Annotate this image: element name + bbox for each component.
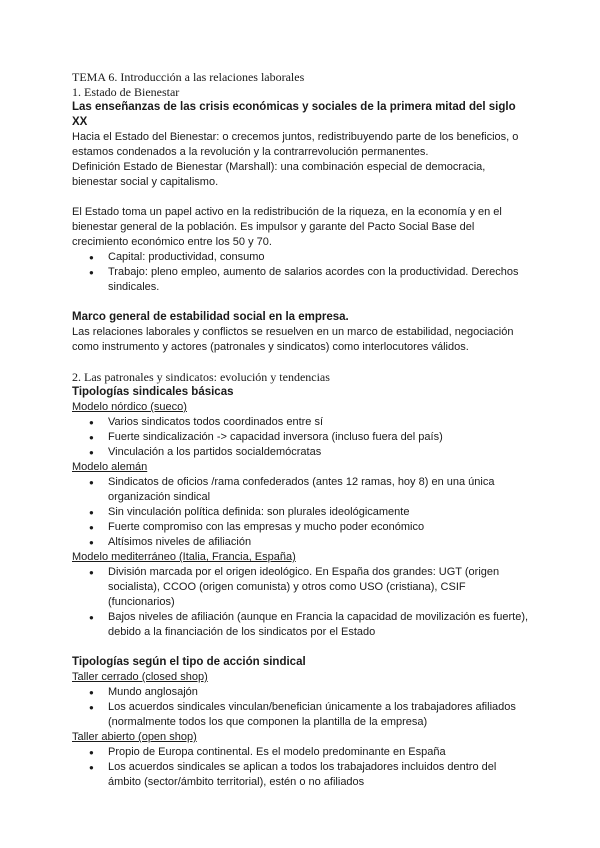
- list-item: ● Fuerte compromiso con las empresas y mucho poder económico: [72, 520, 532, 535]
- paragraph: Las relaciones laborales y conflictos se resuelven en un marco de estabilidad, negociación como instrumento y actores (patronales y sindicatos) como interlocutores válidos.: [72, 326, 514, 353]
- section-2-heading: 2. Las patronales y sindicatos: evolución y tendencias: [72, 370, 330, 384]
- modelo-nordico-label: Modelo nórdico (sueco): [72, 401, 187, 413]
- taller-cerrado-label: Taller cerrado (closed shop): [72, 671, 208, 683]
- modelo-aleman-label: Modelo alemán: [72, 461, 148, 473]
- paragraph: Hacia el Estado del Bienestar: o crecemos juntos, redistribuyendo parte de los beneficios, o estamos condenados a la revolución y la contrarrevolución permanentes.: [72, 131, 519, 158]
- list-item: ● Propio de Europa continental. Es el modelo predominante en España: [72, 745, 532, 760]
- section-1-heading: 1. Estado de Bienestar: [72, 85, 180, 99]
- paragraph: El Estado toma un papel activo en la redistribución de la riqueza, en la economía y en el bienestar general de la población. Es impulsor y garante del Pacto Social Base del crecimiento económico entre los 50 y 70.: [72, 206, 502, 248]
- list-item: ● Capital: productividad, consumo: [72, 250, 532, 265]
- accion-heading: Tipologías según el tipo de acción sindical: [72, 656, 306, 668]
- document-title: TEMA 6. Introducción a las relaciones laborales: [72, 70, 305, 84]
- bullet-list: [72, 475, 532, 550]
- paragraph: Definición Estado de Bienestar (Marshall): una combinación especial de democracia, bienestar social y capitalismo.: [72, 161, 486, 188]
- list-item: ● Los acuerdos sindicales vinculan/benefician únicamente a los trabajadores afiliados (normalmente todos los que componen la plantilla de la empresa): [72, 700, 532, 730]
- list-item: ● Vinculación a los partidos socialdemócratas: [72, 445, 532, 460]
- bullet-list: [72, 745, 532, 790]
- bullet-list: [72, 565, 532, 640]
- list-item: ● División marcada por el origen ideológico. En España dos grandes: UGT (origen socialista), CCOO (origen comunista) y otros como USO (cristiana), CSIF (funcionarios): [72, 565, 532, 610]
- tipologias-heading: Tipologías sindicales básicas: [72, 386, 234, 398]
- taller-abierto-label: Taller abierto (open shop): [72, 731, 197, 743]
- modelo-mediterraneo-label: Modelo mediterráneo (Italia, Francia, España): [72, 551, 296, 563]
- list-item: ● Bajos niveles de afiliación (aunque en Francia la capacidad de movilización es fuerte), debido a la financiación de los sindicatos por el Estado: [72, 610, 532, 640]
- list-item: ● Sindicatos de oficios /rama confederados (antes 12 ramas, hoy 8) en una única organización sindical: [72, 475, 532, 505]
- bullet-list: [72, 415, 532, 460]
- list-item: ● Mundo anglosajón: [72, 685, 532, 700]
- list-item: ● Altísimos niveles de afiliación: [72, 535, 532, 550]
- marco-heading: Marco general de estabilidad social en la empresa.: [72, 311, 349, 323]
- bullet-list: [72, 685, 532, 730]
- list-item: ● Fuerte sindicalización -> capacidad inversora (incluso fuera del país): [72, 430, 532, 445]
- list-item: ● Sin vinculación política definida: son plurales ideológicamente: [72, 505, 532, 520]
- document-page: [72, 70, 532, 790]
- list-item: ● Trabajo: pleno empleo, aumento de salarios acordes con la productividad. Derechos sindicales.: [72, 265, 532, 295]
- section-1-subheading: Las enseñanzas de las crisis económicas y sociales de la primera mitad del siglo XX: [72, 101, 516, 128]
- bullet-list: [72, 250, 532, 295]
- list-item: ● Los acuerdos sindicales se aplican a todos los trabajadores incluidos dentro del ámbito (sector/ámbito territorial), estén o no afiliados: [72, 760, 532, 790]
- list-item: ● Varios sindicatos todos coordinados entre sí: [72, 415, 532, 430]
